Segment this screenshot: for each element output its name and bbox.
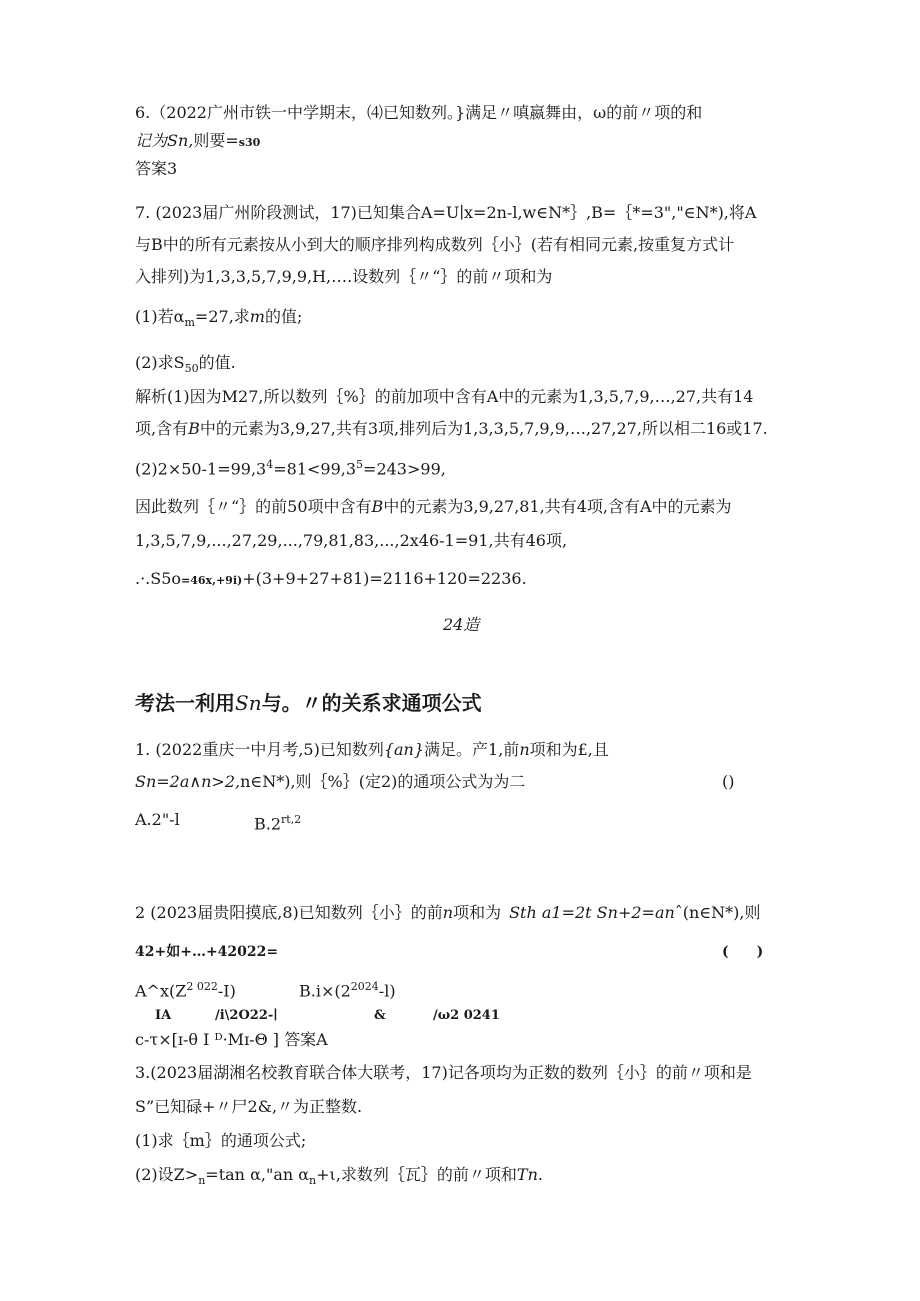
q1-formula: Sn=2a∧n>2,	[135, 772, 241, 791]
q1-answer-paren: ()	[722, 772, 735, 791]
q2-option-a-exponent: 2 022	[186, 980, 218, 993]
q3-tn: Tn	[516, 1165, 538, 1184]
q1-text-b: =27,求	[194, 307, 250, 326]
q2-option-b-end: -l)	[378, 981, 396, 1001]
q1-line1-d: 项和为£,且	[529, 740, 609, 759]
question-2-line-2: 42+如+…+42022=	[135, 944, 279, 960]
question-1-line-1	[135, 740, 609, 760]
solution-3-text-a: (2)2×50-1=99,3	[135, 459, 267, 479]
q2-answer: c-τ×[ɪ-θ I ᴰ·Mɪ-Θ ] 答案A	[135, 1030, 328, 1049]
q2-option-a	[135, 977, 236, 1001]
q3-subscript-1: n	[198, 1174, 206, 1188]
problem-7-question-2	[135, 353, 236, 379]
solution-line-2	[135, 419, 768, 439]
section-heading	[135, 690, 482, 716]
q1-text-a: (1)若α	[135, 307, 185, 326]
q2-option-b-text: B.i×(2	[299, 981, 351, 1001]
solution-line-3	[135, 455, 446, 479]
question-3-line-2: S”已知碌+〃尸2&,〃为正整数.	[135, 1097, 363, 1116]
solution-6-fraction: =46x,+9i)	[181, 574, 243, 587]
q2-line1-b: 项和为	[453, 903, 502, 922]
q1-line1-c: 满足。产1,前	[424, 740, 520, 759]
q1-option-b-text: B.2	[254, 814, 282, 834]
q3-line4-d: .	[537, 1165, 543, 1184]
section-marker: 24造	[443, 615, 480, 634]
q1-sequence: {an}	[383, 740, 425, 759]
q3-line4-a: (2)设Z>	[135, 1165, 199, 1184]
solution-4-text-a: 因此数列｛〃“｝的前50项中含有	[135, 497, 372, 516]
question-3-line-4	[135, 1165, 543, 1191]
exponent-1: 4	[266, 458, 274, 471]
q1-text-c: 的值;	[264, 307, 303, 326]
q1-option-b	[254, 810, 301, 834]
q1-line1-a: 1. (2022重庆一中月考,5)已知数列	[135, 740, 384, 759]
problem-7-line-2: 与B中的所有元素按从小到大的顺序排列构成数列｛小｝(若有相同元素,按重复方式计	[135, 235, 735, 254]
q2-line1-e: ˆ(n∈N*),则	[674, 903, 761, 922]
solution-line-6	[135, 569, 527, 591]
heading-sn: Sn	[235, 691, 262, 715]
q2-line1-a: 2 (2023届贵阳摸底,8)已知数列｛小｝的前	[135, 903, 443, 922]
q3-subscript-2: n	[309, 1174, 317, 1188]
q2-option-b	[299, 977, 396, 1001]
problem-6-answer: 答案3	[135, 159, 178, 178]
q1-subscript: m	[184, 316, 195, 330]
solution-line-1: 解析(1)因为M27,所以数列｛%｝的前加项中含有A中的元素为1,3,5,7,9,…,27,共有14	[135, 387, 754, 406]
q2-option-d: /ω2 0241	[433, 1008, 500, 1023]
problem-6-line-1: 6.（2022广州市铁一中学期末，⑷已知数列。}满足〃嗔嬴舞由，ω的前〃项的和	[135, 103, 703, 122]
solution-6-text-c: +(3+9+27+81)=2116+120=2236.	[242, 569, 527, 588]
problem-7-question-1	[135, 307, 302, 333]
q1-n: n	[519, 740, 530, 759]
problem-6-value: s30	[238, 136, 261, 149]
solution-text-b: 中的元素为3,9,27,共有3项,排列后为1,3,3,5,7,9,9,…,27,27,所以相二16或17.	[199, 419, 768, 438]
solution-4-text-b: 中的元素为3,9,27,81,共有4项,含有A中的元素为	[383, 497, 732, 516]
q2-option-c: /i\2O22-∣	[215, 1008, 278, 1023]
solution-3-text-b: =81<99,3	[273, 459, 357, 479]
q3-line4-b: =tan α,"an α	[205, 1165, 310, 1184]
question-3-line-3: (1)求｛m｝的通项公式;	[135, 1131, 307, 1150]
exponent-2: 5	[356, 458, 364, 471]
question-2-line-1	[135, 903, 761, 923]
q1-variable: m	[249, 307, 265, 326]
problem-7-line-3: 入排列)为1,3,3,5,7,9,9,H,….设数列｛〃“｝的前〃项和为	[135, 267, 553, 286]
set-b-2: B	[371, 497, 384, 516]
q2-subscript: 50	[184, 362, 199, 376]
q2-st: St	[509, 903, 527, 922]
problem-6-text: 则要=	[193, 131, 239, 150]
question-3-line-1: 3.(2023届湖湘名校教育联合体大联考，17)记各项均为正数的数列｛小｝的前〃项和是	[135, 1063, 752, 1082]
q2-answer-paren: ( )	[722, 944, 764, 960]
solution-line-5: 1,3,5,7,9,...,27,29,...,79,81,83,...,2x46-1=91,共有46项,	[135, 531, 568, 550]
q2-text-b: 的值.	[198, 353, 236, 372]
q2-option-d-label: &	[374, 1008, 386, 1023]
q2-option-b-exponent: 2024	[350, 980, 379, 993]
q1-option-b-exponent: rt,2	[281, 813, 302, 826]
q2-text-a: (2)求S	[135, 353, 185, 372]
solution-3-text-c: =243>99,	[363, 459, 446, 479]
q3-line4-c: +ι,求数列｛瓦｝的前〃项和	[316, 1165, 517, 1184]
problem-7-line-1: 7. (2023届广州阶段测试，17)已知集合A=U∣x=2n-l,w∈N*｝,B=｛*=3","∈N*),将A	[135, 203, 757, 222]
q2-option-a-end: -I)	[217, 981, 236, 1001]
q2-n: n	[442, 903, 454, 922]
heading-text-c: 与。〃的关系求通项公式	[261, 691, 482, 715]
q2-option-a-text: A^x(Z	[135, 981, 187, 1001]
q2-option-c-label: IA	[155, 1008, 172, 1023]
problem-6-line-2	[135, 131, 260, 153]
heading-text-a: 考法一利用	[135, 691, 235, 715]
solution-line-4	[135, 497, 732, 517]
solution-text-a: 项,含有	[135, 419, 189, 438]
q2-formula: h a1=2t Sn+2=an	[526, 903, 675, 922]
question-1-line-2	[135, 772, 525, 792]
sn-notation: 记为Sn,	[135, 131, 194, 150]
q1-line2-b: n∈N*),则｛%｝(定2)的通项公式为为二	[240, 772, 526, 791]
solution-6-text-a: .·.S5o	[135, 569, 182, 588]
q1-option-a: A.2"-l	[135, 810, 180, 829]
set-b: B	[188, 419, 200, 438]
